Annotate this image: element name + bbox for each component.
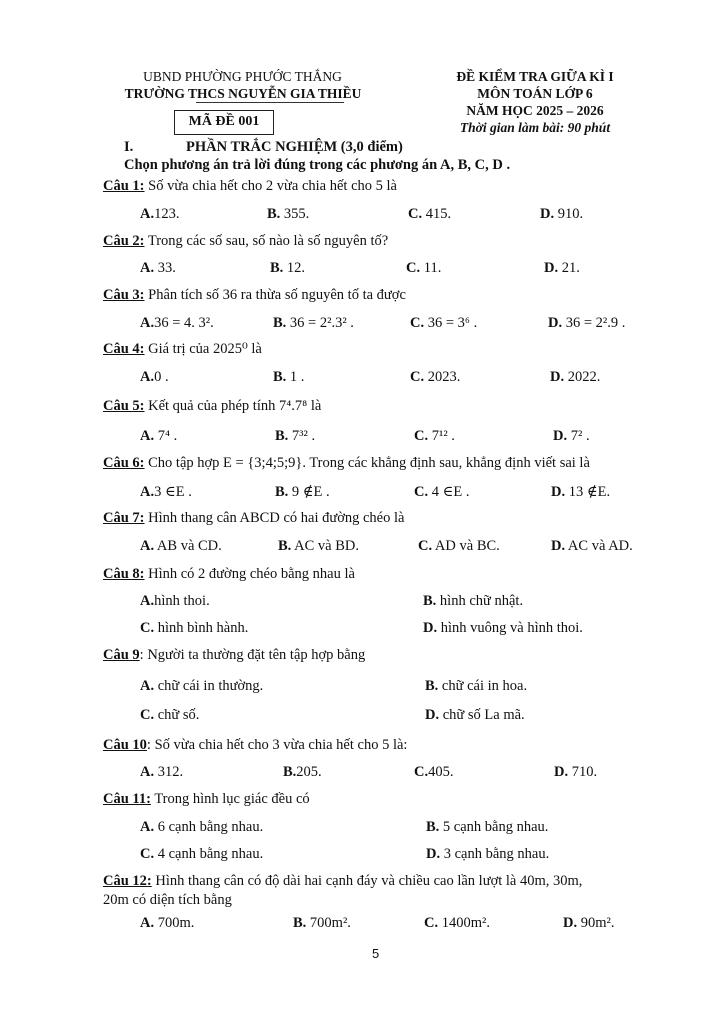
option-text: chữ số La mã. xyxy=(439,707,525,723)
answer-option xyxy=(273,315,354,332)
option-text: hình thoi. xyxy=(154,593,210,609)
answer-option xyxy=(425,707,525,724)
answer-option xyxy=(140,593,210,610)
option-text: 6 cạnh bằng nhau. xyxy=(154,819,264,835)
option-letter: C. xyxy=(418,538,433,554)
answer-option xyxy=(410,315,477,332)
question-label: Câu 4: xyxy=(103,341,145,357)
question-text: : Người ta thường đặt tên tập hợp bằng xyxy=(139,647,366,663)
question-text: Hình thang cân có độ dài hai cạnh đáy và chiều cao lần lượt là 40m, 30m, xyxy=(151,873,583,889)
option-text: 710. xyxy=(568,764,598,780)
option-letter: B. xyxy=(273,369,287,385)
question-stem xyxy=(103,287,406,304)
option-letter: C. xyxy=(414,428,429,444)
answer-option xyxy=(550,369,600,386)
option-letter: C. xyxy=(140,707,155,723)
answer-option xyxy=(540,206,583,223)
question-label: Câu 5: xyxy=(103,398,145,414)
answer-option xyxy=(414,484,469,501)
option-text: AB và CD. xyxy=(154,538,222,554)
answer-option xyxy=(423,593,523,610)
question-stem xyxy=(103,566,355,583)
answer-option xyxy=(140,819,263,836)
option-letter: D. xyxy=(426,846,441,862)
answer-option xyxy=(424,915,490,932)
answer-option xyxy=(283,764,322,781)
option-letter: A. xyxy=(140,678,155,694)
question-stem xyxy=(103,233,388,250)
exam-title: ĐỀ KIỂM TRA GIỮA KÌ I xyxy=(456,69,614,84)
answer-option xyxy=(140,764,183,781)
option-text: 5 cạnh bằng nhau. xyxy=(439,819,549,835)
option-letter: C. xyxy=(410,369,425,385)
exam-duration: Thời gian làm bài: 90 phút xyxy=(459,120,611,135)
page-number: 5 xyxy=(372,946,380,961)
option-text: 312. xyxy=(154,764,184,780)
option-text: 9 ∉E . xyxy=(288,484,330,500)
question-label: Câu 9 xyxy=(103,647,140,663)
question-label: Câu 2: xyxy=(103,233,145,249)
answer-option xyxy=(273,369,304,386)
option-text: hình vuông và hình thoi. xyxy=(437,620,583,636)
answer-option xyxy=(548,315,625,332)
question-stem xyxy=(103,510,404,527)
answer-option xyxy=(414,428,455,445)
option-letter: C. xyxy=(406,260,421,276)
option-text: 7¹² . xyxy=(428,428,455,444)
answer-option xyxy=(140,538,222,555)
option-text: 205. xyxy=(296,764,322,780)
question-text: : Số vừa chia hết cho 3 vừa chia hết cho 5 là: xyxy=(146,737,408,753)
answer-option xyxy=(140,369,169,386)
answer-option xyxy=(408,206,451,223)
section-instruction: Chọn phương án trả lời đúng trong các phương án A, B, C, D . xyxy=(124,157,511,173)
option-letter: B. xyxy=(275,484,289,500)
option-letter: A. xyxy=(140,315,155,331)
option-letter: B. xyxy=(270,260,284,276)
option-letter: D. xyxy=(553,428,568,444)
answer-option xyxy=(425,678,527,695)
option-text: 4 cạnh bằng nhau. xyxy=(154,846,264,862)
question-stem xyxy=(103,873,582,890)
option-text: chữ số. xyxy=(154,707,200,723)
question-label: Câu 10 xyxy=(103,737,147,753)
question-label: Câu 1: xyxy=(103,178,145,194)
option-text: 7⁴ . xyxy=(154,428,178,444)
question-label: Câu 6: xyxy=(103,455,145,471)
option-letter: C. xyxy=(408,206,423,222)
question-stem xyxy=(103,737,407,754)
answer-option xyxy=(563,915,615,932)
question-stem xyxy=(103,455,590,472)
option-letter: B. xyxy=(273,315,287,331)
option-letter: A. xyxy=(140,428,155,444)
option-text: 4 ∈E . xyxy=(428,484,470,500)
option-letter: D. xyxy=(554,764,569,780)
question-text: Phân tích số 36 ra thừa số nguyên tố ta được xyxy=(144,287,406,303)
option-letter: D. xyxy=(551,484,566,500)
answer-option xyxy=(406,260,441,277)
answer-option xyxy=(140,315,214,332)
option-letter: D. xyxy=(425,707,440,723)
question-stem xyxy=(103,178,397,195)
answer-option xyxy=(544,260,580,277)
option-text: 3 cạnh bằng nhau. xyxy=(440,846,550,862)
option-text: 3 ∈E . xyxy=(154,484,192,500)
option-letter: B. xyxy=(425,678,439,694)
question-text: Trong các số sau, số nào là số nguyên tố? xyxy=(144,233,389,249)
option-text: 415. xyxy=(422,206,452,222)
option-letter: B. xyxy=(278,538,292,554)
question-label: Câu 12: xyxy=(103,873,152,889)
option-letter: A. xyxy=(140,260,155,276)
school-underline xyxy=(196,102,344,103)
option-letter: B. xyxy=(283,764,297,780)
answer-option xyxy=(426,846,549,863)
option-text: 700m². xyxy=(306,915,351,931)
option-text: 1400m². xyxy=(438,915,490,931)
question-label: Câu 3: xyxy=(103,287,145,303)
option-letter: C. xyxy=(140,846,155,862)
option-text: 12. xyxy=(283,260,306,276)
option-text: 36 = 2².3² . xyxy=(286,315,354,331)
answer-option xyxy=(267,206,309,223)
question-stem xyxy=(103,647,365,664)
school-year: NĂM HỌC 2025 – 2026 xyxy=(466,103,604,118)
option-letter: B. xyxy=(275,428,289,444)
section-title: PHẦN TRẮC NGHIỆM (3,0 điểm) xyxy=(186,139,403,155)
option-letter: B. xyxy=(267,206,281,222)
answer-option xyxy=(426,819,548,836)
question-text-continued: 20m có diện tích bằng xyxy=(103,892,232,908)
option-letter: D. xyxy=(563,915,578,931)
answer-option xyxy=(293,915,351,932)
subject-line: MÔN TOÁN LỚP 6 xyxy=(477,86,593,101)
option-letter: A. xyxy=(140,538,155,554)
question-label: Câu 7: xyxy=(103,510,145,526)
question-text: Hình có 2 đường chéo bằng nhau là xyxy=(144,566,355,582)
question-label: Câu 11: xyxy=(103,791,151,807)
option-letter: C. xyxy=(414,484,429,500)
option-text: 700m. xyxy=(154,915,195,931)
question-label: Câu 8: xyxy=(103,566,145,582)
option-text: 36 = 3⁶ . xyxy=(424,315,478,331)
answer-option xyxy=(140,484,192,501)
option-letter: D. xyxy=(548,315,563,331)
answer-option xyxy=(140,428,177,445)
option-letter: B. xyxy=(423,593,437,609)
option-text: 33. xyxy=(154,260,176,276)
option-letter: A. xyxy=(140,915,155,931)
option-text: AC và BD. xyxy=(291,538,359,554)
section-number: I. xyxy=(124,139,134,155)
answer-option xyxy=(140,707,199,724)
question-stem xyxy=(103,341,262,358)
option-text: 7² . xyxy=(567,428,590,444)
question-text: Kết quả của phép tính 7⁴.7⁸ là xyxy=(144,398,322,414)
option-letter: D. xyxy=(423,620,438,636)
option-letter: D. xyxy=(551,538,566,554)
option-text: 0 . xyxy=(154,369,169,385)
question-text: Số vừa chia hết cho 2 vừa chia hết cho 5 là xyxy=(144,178,397,194)
answer-option xyxy=(140,260,176,277)
answer-option xyxy=(551,538,633,555)
answer-option xyxy=(140,678,263,695)
answer-option xyxy=(140,206,179,223)
question-stem xyxy=(103,791,310,808)
answer-option xyxy=(275,428,315,445)
department-name: UBND PHƯỜNG PHƯỚC THẮNG xyxy=(143,69,342,84)
answer-option xyxy=(140,915,194,932)
option-letter: D. xyxy=(550,369,565,385)
option-letter: C. xyxy=(140,620,155,636)
option-text: AD và BC. xyxy=(432,538,500,554)
answer-option xyxy=(553,428,590,445)
answer-option xyxy=(275,484,330,501)
option-text: 2022. xyxy=(564,369,601,385)
option-letter: B. xyxy=(426,819,440,835)
answer-option xyxy=(554,764,597,781)
question-text: Giá trị của 2025⁰ là xyxy=(144,341,262,357)
option-letter: A. xyxy=(140,764,155,780)
option-letter: C. xyxy=(424,915,439,931)
exam-code: MÃ ĐỀ 001 xyxy=(188,114,260,129)
option-text: 13 ∉E. xyxy=(565,484,611,500)
option-letter: C. xyxy=(414,764,429,780)
answer-option xyxy=(418,538,500,555)
option-letter: B. xyxy=(293,915,307,931)
option-text: 36 = 4. 3². xyxy=(154,315,214,331)
answer-option xyxy=(140,846,263,863)
option-text: chữ cái in hoa. xyxy=(438,678,528,694)
option-text: 21. xyxy=(558,260,580,276)
option-letter: A. xyxy=(140,369,155,385)
option-letter: A. xyxy=(140,484,155,500)
answer-option xyxy=(270,260,305,277)
answer-option xyxy=(140,620,248,637)
question-text: Cho tập hợp E = {3;4;5;9}. Trong các khẳng định sau, khẳng định viết sai là xyxy=(144,455,590,471)
option-letter: C. xyxy=(410,315,425,331)
answer-option xyxy=(410,369,460,386)
option-text: 1 . xyxy=(286,369,305,385)
option-letter: D. xyxy=(540,206,555,222)
option-text: 355. xyxy=(280,206,310,222)
question-text: Trong hình lục giác đều có xyxy=(150,791,310,807)
option-letter: D. xyxy=(544,260,559,276)
school-name: TRƯỜNG THCS NGUYỄN GIA THIỀU xyxy=(124,86,362,101)
option-text: 2023. xyxy=(424,369,461,385)
option-text: 90m². xyxy=(577,915,615,931)
option-letter: A. xyxy=(140,206,155,222)
question-text: Hình thang cân ABCD có hai đường chéo là xyxy=(144,510,405,526)
option-text: 7³² . xyxy=(288,428,316,444)
option-text: 11. xyxy=(420,260,442,276)
question-stem xyxy=(103,398,321,415)
option-text: AC và AD. xyxy=(565,538,633,554)
option-text: 405. xyxy=(428,764,454,780)
option-letter: A. xyxy=(140,819,155,835)
option-text: 910. xyxy=(554,206,584,222)
option-text: 36 = 2².9 . xyxy=(562,315,626,331)
option-text: hình bình hành. xyxy=(154,620,249,636)
answer-option xyxy=(278,538,359,555)
answer-option xyxy=(551,484,610,501)
answer-option xyxy=(423,620,583,637)
option-letter: A. xyxy=(140,593,155,609)
option-text: chữ cái in thường. xyxy=(154,678,264,694)
option-text: hình chữ nhật. xyxy=(436,593,524,609)
option-text: 123. xyxy=(154,206,180,222)
exam-code-box xyxy=(174,110,274,135)
answer-option xyxy=(414,764,453,781)
